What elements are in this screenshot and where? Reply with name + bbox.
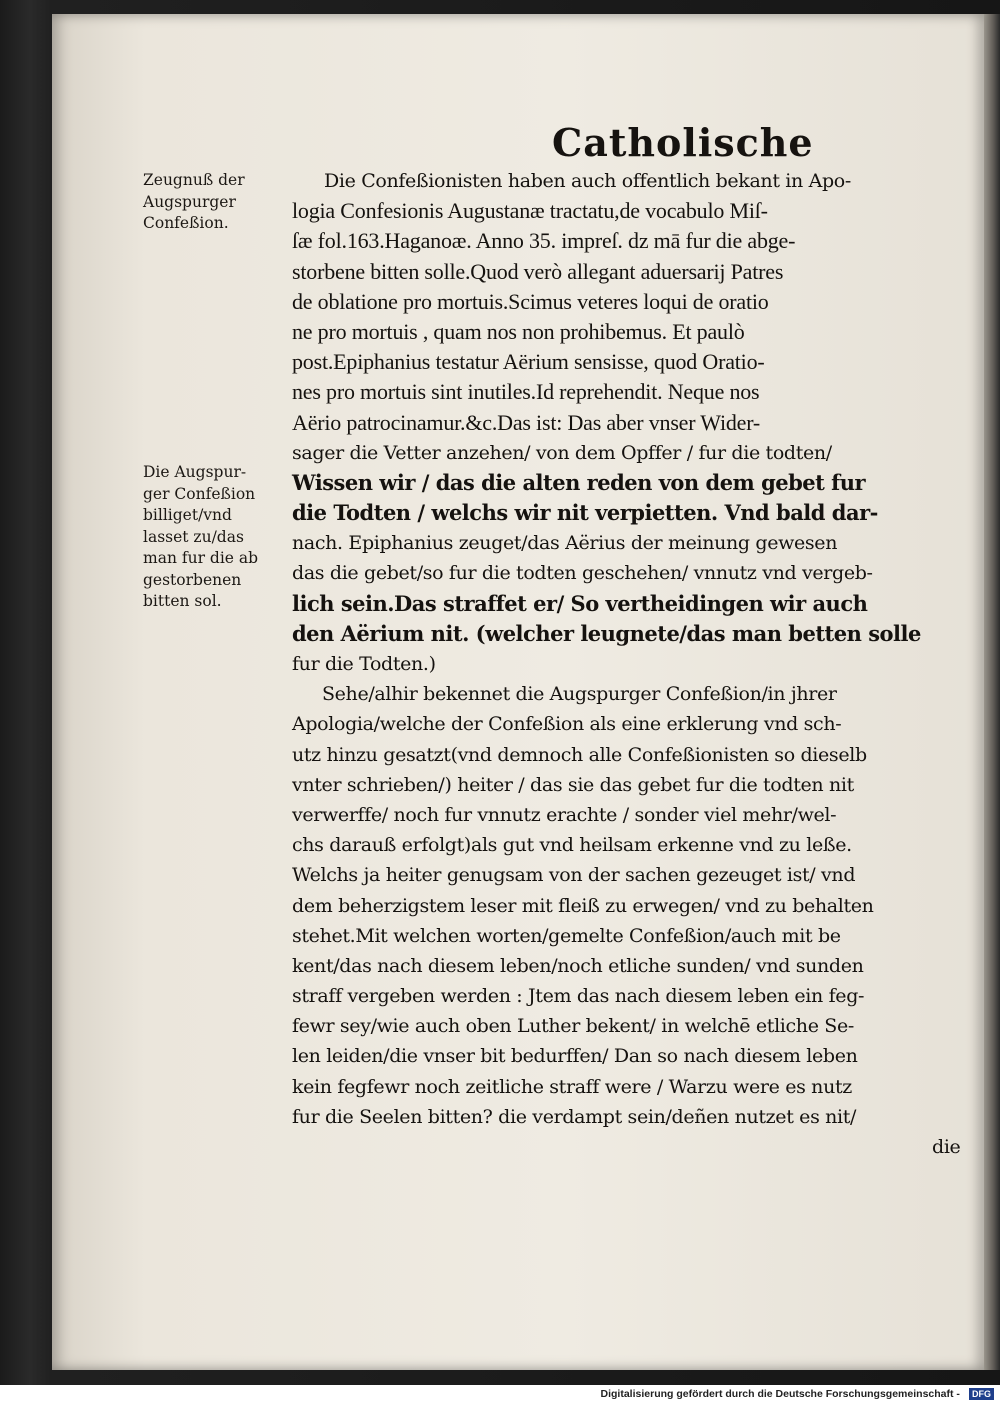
- margin-note-line: Confeßion.: [143, 214, 229, 232]
- text-line: ſæ fol.163.Haganoæ. Anno 35. impreſ. dz mā fur die abge-: [292, 228, 796, 254]
- text-line: fewr sey/wie auch oben Luther bekent/ in welchē etliche Se-: [292, 1015, 854, 1038]
- text-line: fur die Seelen bitten? die verdampt sein/deñen nutzet es nit/: [292, 1105, 857, 1128]
- text-line: Apologia/welche der Confeßion als eine erklerung vnd sch-: [292, 713, 842, 736]
- text-line: nes pro mortuis sint inutiles.Id reprehendit. Neque nos: [292, 379, 760, 405]
- text-line: post.Epiphanius testatur Aërium sensisse, quod Oratio-: [292, 349, 765, 375]
- text-line: verwerffe/ noch fur vnnutz erachte / sonder viel mehr/wel-: [292, 803, 837, 826]
- margin-note-line: lasset zu/das: [143, 527, 244, 546]
- text-line: kent/das nach diesem leben/noch etliche sunden/ vnd sunden: [292, 954, 864, 977]
- text-line: Welchs ja heiter genugsam von der sachen gezeuget ist/ vnd: [292, 864, 856, 887]
- text-line: sager die Vetter anzehen/ von dem Opffer / fur die todten/: [292, 441, 832, 464]
- running-head: Catholische: [552, 120, 814, 165]
- text-line: len leiden/die vnser bit bedurffen/ Dan so nach diesem leben: [292, 1045, 858, 1068]
- text-line: stehet.Mit welchen worten/gemelte Confeßion/auch mit be: [292, 924, 841, 947]
- margin-note-line: bitten sol.: [143, 592, 222, 610]
- text-line: utz hinzu gesatzt(vnd demnoch alle Confeßionisten so dieselb: [292, 743, 867, 766]
- margin-note-line: gestorbenen: [143, 570, 242, 589]
- text-line: Wissen wir / das die alten reden von dem gebet fur: [292, 469, 866, 495]
- text-line: fur die Todten.): [292, 653, 436, 675]
- margin-note-line: billiget/vnd: [143, 506, 232, 524]
- footer-bar: [0, 1385, 1000, 1404]
- margin-note-line: Die Augspur-: [143, 463, 247, 481]
- margin-note-line: man fur die ab: [143, 549, 259, 567]
- text-line: kein fegfewr noch zeitliche straff were / Warzu were es nutz: [292, 1075, 852, 1098]
- text-line: logia Confesionis Augustanæ tractatu,de vocabulo Miſ-: [292, 198, 768, 224]
- text-line: straff vergeben werden : Jtem das nach diesem leben ein feg-: [292, 985, 865, 1008]
- text-line: storbene bitten solle.Quod verò allegant aduersarij Patres: [292, 258, 784, 284]
- margin-note-1: [143, 170, 291, 235]
- text-line: dem beherzigstem leser mit fleiß zu erwegen/ vnd zu behalten: [292, 894, 874, 917]
- text-line: den Aërium nit. (welcher leugnete/das man betten solle: [292, 620, 921, 646]
- text-line: lich sein.Das straffet er/ So vertheidingen wir auch: [292, 590, 868, 616]
- text-line: vnter schrieben/) heiter / das sie das gebet fur die todten nit: [292, 773, 854, 796]
- text-line: Aërio patrocinamur.&c.Das ist: Das aber vnser Wider-: [292, 409, 761, 435]
- text-line: Sehe/alhir bekennet die Augspurger Confeßion/in jhrer: [322, 683, 837, 706]
- margin-note-line: ger Confeßion: [143, 484, 256, 503]
- margin-note-line: Zeugnuß der: [143, 171, 245, 189]
- text-line: chs darauß erfolgt)als gut vnd heilsam erkenne vnd zu leße.: [292, 834, 852, 857]
- margin-note-2: [143, 462, 291, 613]
- text-line: die Todten / welchs wir nit verpietten. Vnd bald dar-: [292, 500, 878, 526]
- margin-note-line: Augspurger: [143, 192, 236, 211]
- catchword: die: [932, 1136, 961, 1158]
- text-line: ne pro mortuis , quam nos non prohibemus. Et paulò: [292, 318, 745, 344]
- page-edge: [984, 14, 1000, 1370]
- text-line: das die gebet/so fur die todten geschehen/ vnnutz vnd vergeb-: [292, 562, 873, 585]
- footer-credit: Digitalisierung gefördert durch die Deutsche Forschungsgemeinschaft -: [600, 1388, 960, 1400]
- dfg-logo: DFG: [969, 1388, 994, 1400]
- text-line: nach. Epiphanius zeuget/das Aërius der meinung gewesen: [292, 532, 838, 555]
- text-line: Die Confeßionisten haben auch offentlich bekant in Apo-: [324, 170, 851, 192]
- text-line: de oblatione pro mortuis.Scimus veteres loqui de oratio: [292, 288, 769, 314]
- body-text: [292, 166, 972, 1162]
